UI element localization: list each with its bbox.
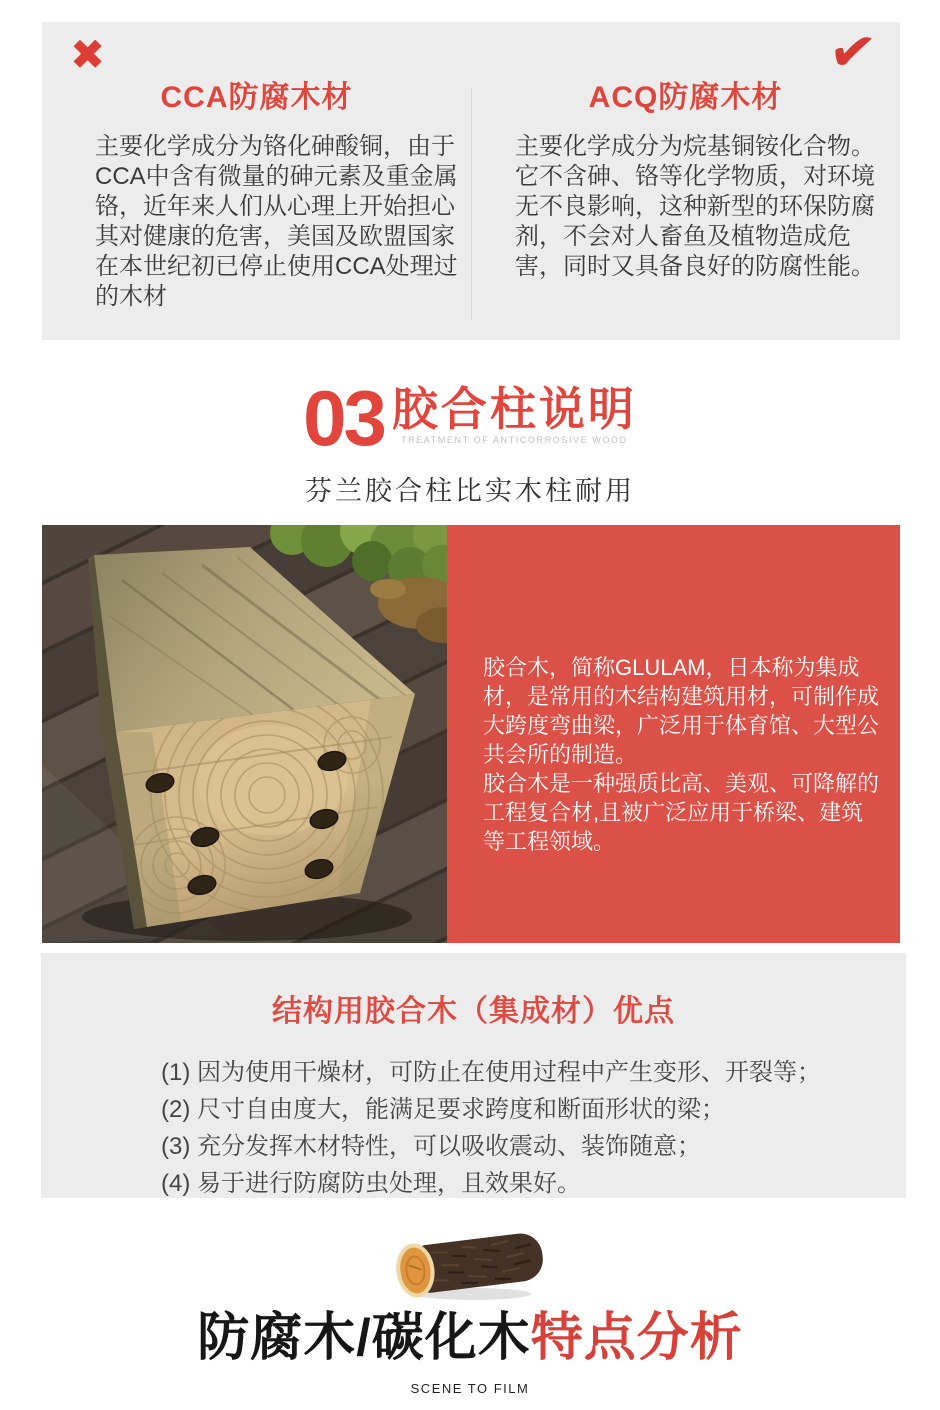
section-number-title xyxy=(303,374,637,462)
log-image xyxy=(383,1224,553,1304)
acq-title: ACQ防腐木材 xyxy=(588,81,783,114)
section-title-block xyxy=(392,383,637,445)
cca-title: CCA防腐木材 xyxy=(160,81,353,114)
footer-heading-black: 防腐木/碳化木 xyxy=(197,1309,531,1367)
advantages-title: 结构用胶合木（集成材）优点 xyxy=(272,995,675,1028)
comparison-panel xyxy=(42,17,900,340)
footer-subtitle-en: SCENE TO FILM xyxy=(410,1381,530,1396)
cca-column xyxy=(42,22,471,340)
section-subtitle-en: TREATMENT OF ANTICORROSIVE WOOD xyxy=(400,435,628,445)
glulam-feature-block xyxy=(42,525,900,943)
section-tagline: 芬兰胶合柱比实木柱耐用 xyxy=(305,476,635,506)
cross-icon: ✖ xyxy=(70,31,106,78)
advantage-item: (4) 易于进行防腐防虫处理，且效果好。 xyxy=(161,1170,581,1197)
footer-heading-red: 特点分析 xyxy=(530,1309,743,1367)
glulam-paragraph-1: 胶合木，简称GLULAM，日本称为集成材，是常用的木结构建筑用材，可制作成大跨度弯曲梁，广泛用于体育馆、大型公共会所的制造。 xyxy=(483,655,880,767)
advantages-list xyxy=(161,1054,906,1202)
advantage-item: (2) 尺寸自由度大，能满足要求跨度和断面形状的梁； xyxy=(161,1096,725,1123)
glulam-beam-photo xyxy=(42,525,447,943)
section-title: 胶合柱说明 xyxy=(391,383,637,435)
section-03-heading xyxy=(0,374,940,508)
advantages-panel xyxy=(41,953,906,1198)
glulam-paragraph-2: 胶合木是一种强质比高、美观、可降解的工程复合材,且被广泛应用于桥梁、建筑等工程领域。 xyxy=(483,771,880,854)
cca-description: 主要化学成分为铬化砷酸铜，由于CCA中含有微量的砷元素及重金属铬，近年来人们从心理上开始担心其对健康的危害，美国及欧盟国家在本世纪初已停止使用CCA处理过的木材 xyxy=(95,133,458,310)
acq-description: 主要化学成分为烷基铜铵化合物。它不含砷、铬等化学物质，对环境无不良影响，这种新型的环保防腐剂，不会对人畜鱼及植物造成危害，同时又具备良好的防腐性能。 xyxy=(515,133,875,280)
section-number: 03 xyxy=(303,374,384,462)
glulam-description-panel xyxy=(447,525,900,943)
column-divider xyxy=(471,88,472,320)
acq-column xyxy=(471,17,900,340)
footer-heading xyxy=(0,1306,940,1370)
advantage-item: (1) 因为使用干燥材，可防止在使用过程中产生变形、开裂等； xyxy=(161,1059,821,1086)
advantage-item: (3) 充分发挥木材特性，可以吸收震动、装饰随意； xyxy=(161,1133,701,1160)
check-icon: ✔ xyxy=(825,17,880,86)
